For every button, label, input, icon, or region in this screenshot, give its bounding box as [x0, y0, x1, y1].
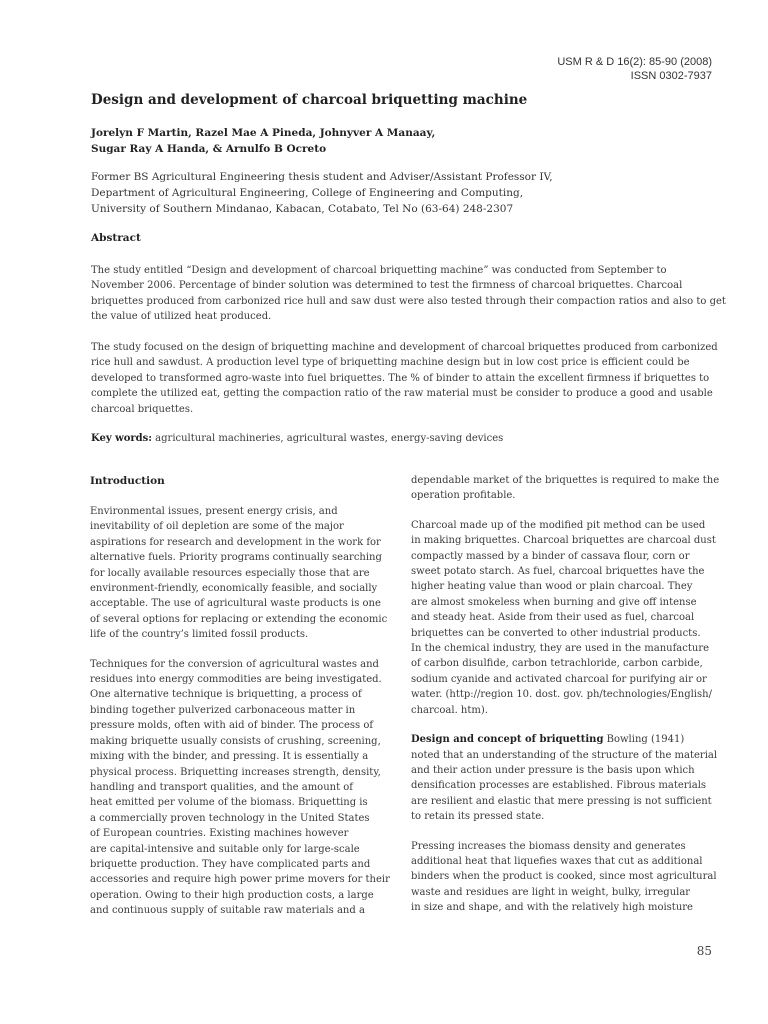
journal-reference	[557, 55, 712, 83]
text-line: complete the utilized eat, getting the compaction ratio of the raw material must be consider to produce a good and usable	[91, 388, 713, 400]
keywords-text: agricultural machineries, agricultural wastes, energy-saving devices	[152, 433, 504, 444]
text-line: dependable market of the briquettes is required to make the	[411, 475, 720, 486]
text-line: November 2006. Percentage of binder solution was determined to test the firmness of charcoal briquettes. Charcoal	[91, 280, 683, 292]
text-line: environment-friendly, economically feasible, and socially	[90, 583, 378, 595]
right-paragraph-3	[411, 732, 718, 824]
affiliation-line: Department of Agricultural Engineering, College of Engineering and Computing,	[91, 187, 524, 199]
text-line: life of the country’s limited fossil products.	[90, 629, 309, 641]
authors-line-1: Jorelyn F Martin, Razel Mae A Pineda, Johnyver A Manaay,	[91, 127, 436, 139]
text-line: of carbon disulfide, carbon tetrachloride, carbon carbide,	[411, 658, 703, 670]
paper-title: Design and development of charcoal briquetting machine	[91, 92, 528, 108]
text-line: briquettes can be converted to other industrial products.	[411, 627, 701, 639]
text-line: The study focused on the design of briquetting machine and development of charcoal briquettes produced from carbonized	[91, 342, 718, 353]
text-line: and steady heat. Aside from their used as fuel, charcoal	[411, 612, 695, 624]
text-line: and continuous supply of suitable raw materials and a	[90, 905, 365, 917]
text-line: Techniques for the conversion of agricultural wastes and	[90, 658, 379, 670]
text-line: operation profitable.	[411, 490, 516, 502]
text-line: aspirations for research and development in the work for	[90, 536, 381, 548]
text-line	[411, 732, 711, 747]
text-line: waste and residues are light in weight, bulky, irregular	[411, 886, 691, 898]
author-list	[91, 125, 435, 157]
text-line: Charcoal made up of the modified pit method can be used	[411, 519, 706, 531]
text-line: charcoal briquettes.	[91, 403, 194, 415]
text-line: handling and transport qualities, and the amount of	[90, 781, 354, 793]
text-line: densification processes are established. Fibrous materials	[411, 780, 707, 792]
abstract-paragraph-2	[91, 340, 721, 417]
right-paragraph-1	[411, 473, 720, 504]
text-line: briquettes produced from carbonized rice hull and saw dust were also tested through their compaction ratios and also to get	[91, 295, 726, 307]
text-line: in size and shape, and with the relatively high moisture	[411, 902, 693, 914]
text-line: water. (http://region 10. dost. gov. ph/technologies/English/	[411, 689, 712, 701]
inline-citation: Bowling (1941)	[603, 734, 685, 746]
text-line: for locally available resources especially those that are	[90, 567, 370, 579]
text-line: Environmental issues, present energy crisis, and	[90, 506, 338, 517]
right-paragraph-4	[411, 839, 717, 916]
text-line: of several options for replacing or extending the economic	[90, 613, 388, 625]
text-line: of European countries. Existing machines however	[90, 828, 349, 840]
text-line: Pressing increases the biomass density and generates	[411, 840, 686, 852]
text-line: in making briquettes. Charcoal briquettes are charcoal dust	[411, 535, 716, 547]
text-line: operation. Owing to their high production costs, a large	[90, 889, 374, 901]
keywords	[91, 433, 503, 444]
right-column	[411, 473, 720, 916]
text-line: are almost smokeless when burning and give off intense	[411, 596, 697, 608]
design-concept-heading: Design and concept of briquetting	[411, 734, 604, 746]
text-line: sodium cyanide and activated charcoal for purifying air or	[411, 673, 707, 685]
text-line: the value of utilized heat produced.	[91, 311, 272, 323]
text-line: to retain its pressed state.	[411, 811, 545, 823]
intro-paragraph-2	[90, 657, 390, 919]
abstract-heading: Abstract	[91, 232, 141, 244]
text-line: inevitability of oil depletion are some of the major	[90, 521, 344, 533]
affiliation-line: Former BS Agricultural Engineering thesis student and Adviser/Assistant Professor IV,	[91, 171, 553, 183]
text-line: physical process. Briquetting increases strength, density,	[90, 766, 381, 778]
text-line: accessories and require high power prime movers for their	[90, 874, 390, 886]
text-line: briquette production. They have complicated parts and	[90, 858, 371, 870]
text-line: binding together pulverized carbonaceous matter in	[90, 704, 356, 716]
text-line: mixing with the binder, and pressing. It is essentially a	[90, 751, 369, 763]
affiliation-line: University of Southern Mindanao, Kabacan, Cotabato, Tel No (63-64) 248-2307	[91, 203, 514, 215]
page-number: 85	[696, 944, 712, 958]
keywords-label: Key words:	[91, 433, 152, 444]
issn: ISSN 0302-7937	[630, 70, 712, 82]
text-line: are resilient and elastic that mere pressing is not sufficient	[411, 795, 712, 807]
text-line: The study entitled “Design and development of charcoal briquetting machine” was conducted from September to	[91, 265, 667, 276]
affiliation	[91, 169, 553, 217]
text-line: and their action under pressure is the basis upon which	[411, 764, 695, 776]
text-line: compactly massed by a binder of cassava flour, corn or	[411, 550, 690, 562]
text-line: heat emitted per volume of the biomass. Briquetting is	[90, 797, 368, 809]
text-line: One alternative technique is briquetting, a process of	[90, 689, 362, 701]
abstract-paragraph-1	[91, 263, 726, 325]
text-line: binders when the product is cooked, since most agricultural	[411, 871, 717, 883]
authors-line-2: Sugar Ray A Handa, & Arnulfo B Ocreto	[91, 143, 327, 155]
introduction-heading: Introduction	[90, 475, 165, 487]
text-line: making briquette usually consists of crushing, screening,	[90, 735, 381, 747]
text-line: are capital-intensive and suitable only for large-scale	[90, 843, 360, 855]
text-line: sweet potato starch. As fuel, charcoal briquettes have the	[411, 566, 705, 578]
text-line: pressure molds, often with aid of binder. The process of	[90, 720, 374, 732]
text-line: a commercially proven technology in the United States	[90, 812, 370, 824]
text-line: alternative fuels. Priority programs continually searching	[90, 552, 382, 564]
journal-citation: USM R & D 16(2): 85-90 (2008)	[557, 56, 712, 68]
text-line: In the chemical industry, they are used in the manufacture	[411, 643, 710, 655]
text-line: higher heating value than wood or plain charcoal. They	[411, 581, 693, 593]
left-column	[90, 473, 390, 919]
intro-paragraph-1	[90, 504, 390, 643]
text-line: charcoal. htm).	[411, 704, 488, 716]
text-line: developed to transformed agro-waste into fuel briquettes. The % of binder to attain the excellent firmness if briquettes to	[91, 372, 710, 384]
text-line: noted that an understanding of the structure of the material	[411, 749, 718, 761]
text-line: rice hull and sawdust. A production level type of briquetting machine design but in low cost price is efficient could be	[91, 357, 690, 369]
text-line: additional heat that liquefies waxes that cut as additional	[411, 855, 703, 867]
right-paragraph-2	[411, 518, 716, 718]
text-line: acceptable. The use of agricultural waste products is one	[90, 598, 381, 610]
text-line: residues into energy commodities are being investigated.	[90, 674, 382, 686]
